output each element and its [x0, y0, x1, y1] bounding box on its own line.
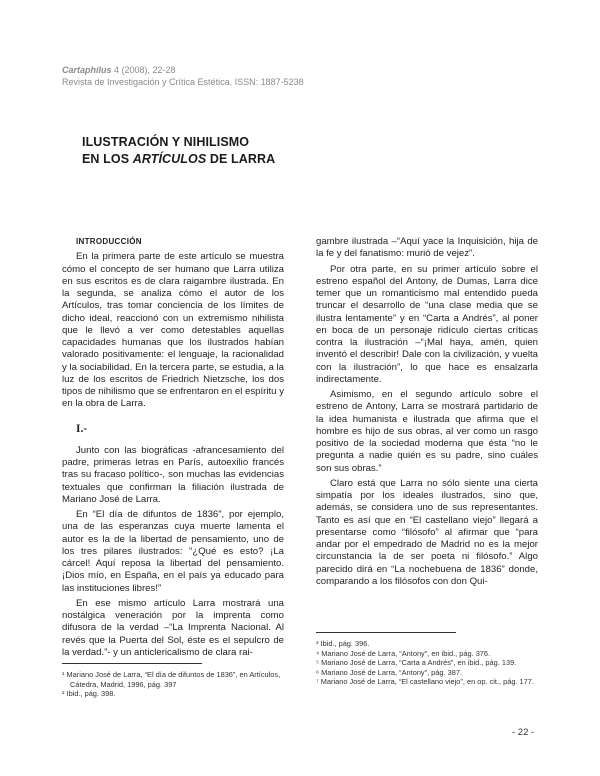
left-column [62, 236, 284, 659]
footnote: ⁵ Mariano José de Larra, “Carta a Andrés”, en ibid., pág. 139. [316, 658, 517, 668]
journal-issue: 4 (2008), 22-28 [111, 65, 176, 75]
paragraph: En la primera parte de este artículo se muestra cómo el concepto de ser humano que Larra utiliza en sus escritos es de clara raigambre ilustrada. En la segunda, se analiza cómo el autor de los Artículos, tras tomar conciencia de los límites de dicho ideal, reaccionó con un extremismo nihilista que le llevó a ver como detestables aquellas capacidades humanas que los ilustrados habían valorado positivamente: el lenguaje, la racionalidad y la sociabilidad. En la tercera parte, se estudia, a la luz de los escritos de Friedrich Nietzsche, los dos tipos de nihilismo que se enfrentaron en el espíritu y en la obra de Larra. [62, 251, 284, 410]
footnote: ⁶ Mariano José de Larra, “Antony”, pág. 387. [316, 667, 463, 677]
paragraph: Claro está que Larra no sólo siente una cierta simpatía por los ideales ilustrados, sino que, además, se considera uno de sus representantes. Tanto es así que en “El castellano viejo” llegará a presentarse como “filósofo” al afirmar que “para andar por el empedrado de Madrid no es la mejor circunstancia la de ser poeta ni filósofo.” Algo parecido dirá en “La nochebuena de 1836” donde, comparando a los filósofos con don Qui- [316, 477, 538, 587]
footnote: ² Ibid., pág. 398. [62, 689, 116, 699]
page-number: - 22 - [512, 727, 535, 738]
footnote: ³ Ibid., pág. 396. [316, 639, 370, 648]
footnote: ⁴ Mariano José de Larra, “Antony”, en ibid., pág. 376. [316, 648, 491, 658]
footnote: ¹ Mariano José de Larra, “El día de difuntos de 1836”, en Artículos, Cátedra, Madrid, 1996, pág. 397 [62, 670, 281, 689]
paragraph: En ese mismo artículo Larra mostrará una nostálgica veneración por la imprenta como difusora de la verdad –“La Imprenta Nacional. Al revés que la Puerta del Sol, éste es el sepulcro de la verdad.”- y un anticlericalismo de clara rai- [62, 597, 284, 658]
section-heading-intro: INTRODUCCIÓN [76, 237, 142, 246]
article-title [82, 134, 275, 168]
footnote-divider [62, 663, 202, 664]
title-line-2: EN LOS ARTÍCULOS DE LARRA [82, 152, 276, 166]
footnote: ⁷ Mariano José de Larra, “El castellano viejo”, en op. cit., pág. 177. [316, 677, 534, 687]
right-column [316, 236, 538, 588]
paragraph: Por otra parte, en su primer artículo sobre el estreno español del Antony, de Dumas, Larra dice temer que un romanticismo mal entendido pueda truncar el desarrollo de “una clase media que se ilustra lentamente” y en “Carta a Andrés”, al poner en boca de un personaje ridículo ciertas críticas contra la ilustración –“¡Mal haya, amén, quien inventó el describir! Dale con la civilización, y vuelta con la ilustración”, lo que hace es ensalzarla indirectamente. [316, 263, 538, 385]
paragraph: Junto con las biográficas -afrancesamiento del padre, primeras letras en París, autoexilio francés tras su fracaso político-, son muchas las evidencias textuales que confirman la filiación ilustrada de Mariano José de Larra. [62, 444, 284, 505]
title-line-1: ILUSTRACIÓN Y NIHILISMO [82, 135, 250, 149]
section-heading-roman: I.- [76, 422, 88, 435]
paragraph: Asimismo, en el segundo artículo sobre el estreno de Antony, Larra se mostrará partidario de la idea humanista e ilustrada que afirma que el hombre es hijo de sus obras, al ver como un rasgo positivo de la sociedad moderna que ésta “no le pregunta a nadie quién es su padre, sino cuáles son sus obras.” [316, 389, 538, 474]
footnote-divider [316, 632, 456, 633]
journal-name: Cartaphilus [62, 65, 112, 75]
paragraph: gambre ilustrada –“Aquí yace la Inquisición, hija de la fe y del fanatismo: murió de vejez”. [316, 236, 538, 260]
paragraph: En “El día de difuntos de 1836”, por ejemplo, una de las esperanzas cuya muerte lamenta el autor es la de la libertad de pensamiento, uno de los tres pilares ilustrados: “¿Qué es esto? ¡La cárcel! Aquí reposa la libertad del pensamiento. ¡Dios mío, en España, en el país ya educado para las instituciones libres!” [62, 509, 284, 594]
journal-header [62, 64, 304, 88]
footnotes-right [316, 639, 538, 687]
journal-subtitle: Revista de Investigación y Crítica Estética. ISSN: 1887-5238 [62, 77, 304, 87]
footnotes-left [62, 670, 284, 699]
